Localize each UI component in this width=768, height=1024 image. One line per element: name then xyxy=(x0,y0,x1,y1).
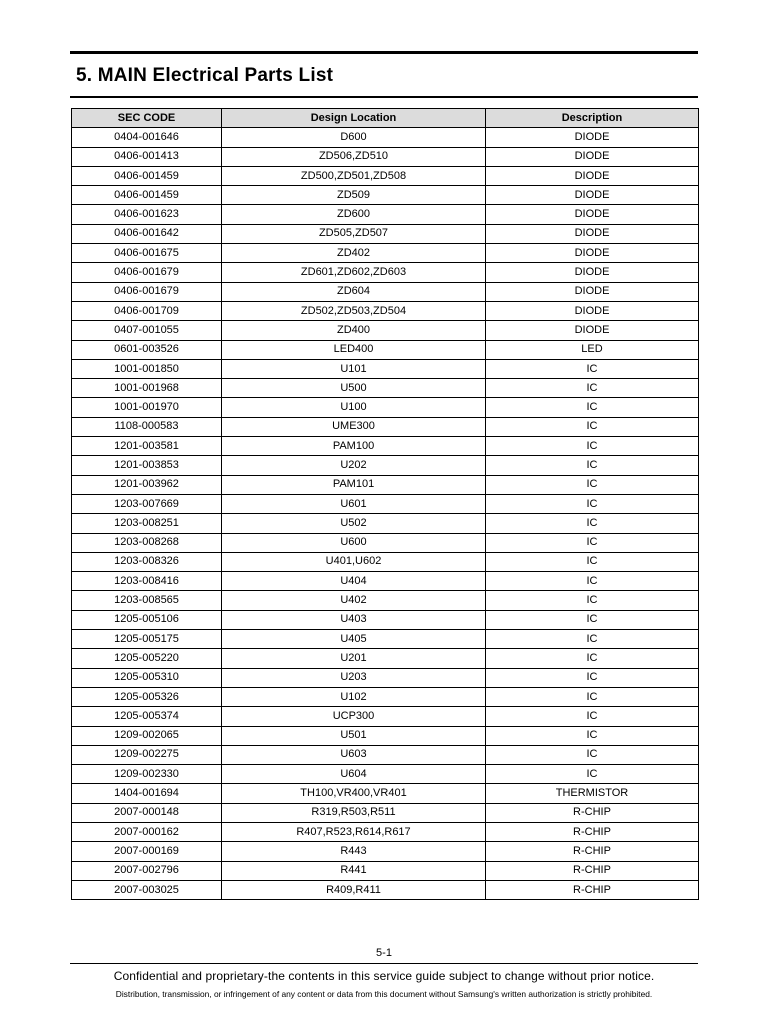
cell-description: DIODE xyxy=(486,166,699,185)
cell-sec-code: 2007-000148 xyxy=(72,803,222,822)
cell-description: IC xyxy=(486,359,699,378)
cell-description: IC xyxy=(486,591,699,610)
cell-description: IC xyxy=(486,610,699,629)
table-row xyxy=(72,707,699,726)
parts-table xyxy=(71,108,699,900)
parts-table-body xyxy=(72,128,699,900)
cell-description: R-CHIP xyxy=(486,822,699,841)
table-row xyxy=(72,494,699,513)
cell-description: IC xyxy=(486,379,699,398)
table-row xyxy=(72,224,699,243)
cell-design-location: R407,R523,R614,R617 xyxy=(222,822,486,841)
cell-description: DIODE xyxy=(486,263,699,282)
cell-sec-code: 1203-008565 xyxy=(72,591,222,610)
cell-description: DIODE xyxy=(486,147,699,166)
cell-description: IC xyxy=(486,726,699,745)
table-row xyxy=(72,880,699,899)
cell-sec-code: 0406-001679 xyxy=(72,263,222,282)
cell-sec-code: 1209-002275 xyxy=(72,745,222,764)
cell-sec-code: 1201-003853 xyxy=(72,456,222,475)
cell-design-location: ZD600 xyxy=(222,205,486,224)
cell-design-location: R319,R503,R511 xyxy=(222,803,486,822)
cell-design-location: R409,R411 xyxy=(222,880,486,899)
confidential-notice: Confidential and proprietary-the contents in this service guide subject to change without prior notice. xyxy=(113,969,655,983)
cell-design-location: U601 xyxy=(222,494,486,513)
table-row xyxy=(72,282,699,301)
cell-description: IC xyxy=(486,765,699,784)
cell-description: R-CHIP xyxy=(486,803,699,822)
cell-sec-code: 1209-002065 xyxy=(72,726,222,745)
cell-design-location: U402 xyxy=(222,591,486,610)
cell-description: IC xyxy=(486,417,699,436)
cell-design-location: TH100,VR400,VR401 xyxy=(222,784,486,803)
cell-sec-code: 1205-005374 xyxy=(72,707,222,726)
cell-sec-code: 1404-001694 xyxy=(72,784,222,803)
cell-sec-code: 2007-000169 xyxy=(72,842,222,861)
table-row xyxy=(72,784,699,803)
cell-sec-code: 1203-008326 xyxy=(72,552,222,571)
cell-sec-code: 1001-001970 xyxy=(72,398,222,417)
cell-sec-code: 1205-005175 xyxy=(72,630,222,649)
cell-description: R-CHIP xyxy=(486,842,699,861)
cell-description: IC xyxy=(486,649,699,668)
cell-design-location: U502 xyxy=(222,514,486,533)
page-title: 5. MAIN Electrical Parts List xyxy=(76,65,334,86)
table-row xyxy=(72,668,699,687)
table-row xyxy=(72,398,699,417)
cell-description: DIODE xyxy=(486,301,699,320)
cell-description: DIODE xyxy=(486,282,699,301)
table-row xyxy=(72,552,699,571)
cell-sec-code: 1203-007669 xyxy=(72,494,222,513)
cell-design-location: ZD402 xyxy=(222,244,486,263)
cell-sec-code: 2007-002796 xyxy=(72,861,222,880)
cell-sec-code: 0601-003526 xyxy=(72,340,222,359)
cell-sec-code: 1209-002330 xyxy=(72,765,222,784)
cell-description: LED xyxy=(486,340,699,359)
header-design-location: Design Location xyxy=(222,109,486,128)
cell-design-location: UCP300 xyxy=(222,707,486,726)
cell-sec-code: 1203-008268 xyxy=(72,533,222,552)
cell-sec-code: 1203-008251 xyxy=(72,514,222,533)
cell-design-location: UME300 xyxy=(222,417,486,436)
table-row xyxy=(72,533,699,552)
table-row xyxy=(72,572,699,591)
table-row xyxy=(72,745,699,764)
cell-design-location: U101 xyxy=(222,359,486,378)
cell-design-location: ZD505,ZD507 xyxy=(222,224,486,243)
cell-design-location: U102 xyxy=(222,687,486,706)
cell-design-location: PAM100 xyxy=(222,437,486,456)
cell-description: IC xyxy=(486,552,699,571)
cell-sec-code: 0406-001679 xyxy=(72,282,222,301)
legal-notice: Distribution, transmission, or infringement of any content or data from this document without Samsung's written authorization is strictly prohibited. xyxy=(115,989,653,999)
cell-design-location: U100 xyxy=(222,398,486,417)
table-row xyxy=(72,263,699,282)
table-row xyxy=(72,765,699,784)
header-description: Description xyxy=(486,109,699,128)
cell-description: IC xyxy=(486,630,699,649)
cell-sec-code: 1201-003962 xyxy=(72,475,222,494)
cell-description: IC xyxy=(486,533,699,552)
title-rule xyxy=(70,96,698,98)
table-row xyxy=(72,514,699,533)
cell-description: DIODE xyxy=(486,244,699,263)
cell-design-location: ZD509 xyxy=(222,186,486,205)
cell-design-location: U201 xyxy=(222,649,486,668)
cell-sec-code: 0404-001646 xyxy=(72,128,222,147)
table-row xyxy=(72,321,699,340)
cell-design-location: U203 xyxy=(222,668,486,687)
cell-sec-code: 2007-003025 xyxy=(72,880,222,899)
cell-sec-code: 1108-000583 xyxy=(72,417,222,436)
cell-sec-code: 1001-001850 xyxy=(72,359,222,378)
cell-sec-code: 0406-001413 xyxy=(72,147,222,166)
table-row xyxy=(72,842,699,861)
table-header-row xyxy=(72,109,699,128)
cell-sec-code: 0406-001459 xyxy=(72,166,222,185)
table-row xyxy=(72,610,699,629)
table-row xyxy=(72,301,699,320)
page-number: 5-1 xyxy=(376,947,392,959)
cell-design-location: PAM101 xyxy=(222,475,486,494)
cell-design-location: U405 xyxy=(222,630,486,649)
table-row xyxy=(72,205,699,224)
cell-design-location: ZD601,ZD602,ZD603 xyxy=(222,263,486,282)
table-row xyxy=(72,186,699,205)
cell-description: IC xyxy=(486,437,699,456)
cell-design-location: ZD500,ZD501,ZD508 xyxy=(222,166,486,185)
cell-description: IC xyxy=(486,668,699,687)
table-row xyxy=(72,147,699,166)
table-row xyxy=(72,244,699,263)
table-row xyxy=(72,822,699,841)
cell-description: IC xyxy=(486,398,699,417)
cell-sec-code: 1205-005310 xyxy=(72,668,222,687)
header-sec-code: SEC CODE xyxy=(72,109,222,128)
cell-sec-code: 1203-008416 xyxy=(72,572,222,591)
table-row xyxy=(72,456,699,475)
cell-sec-code: 1205-005106 xyxy=(72,610,222,629)
table-row xyxy=(72,591,699,610)
top-rule xyxy=(70,51,698,54)
cell-sec-code: 0406-001675 xyxy=(72,244,222,263)
cell-sec-code: 2007-000162 xyxy=(72,822,222,841)
cell-sec-code: 1205-005220 xyxy=(72,649,222,668)
table-row xyxy=(72,128,699,147)
cell-description: DIODE xyxy=(486,224,699,243)
cell-description: R-CHIP xyxy=(486,861,699,880)
table-row xyxy=(72,649,699,668)
cell-sec-code: 0407-001055 xyxy=(72,321,222,340)
cell-design-location: U500 xyxy=(222,379,486,398)
table-row xyxy=(72,803,699,822)
table-row xyxy=(72,437,699,456)
cell-description: IC xyxy=(486,456,699,475)
cell-description: IC xyxy=(486,494,699,513)
cell-description: THERMISTOR xyxy=(486,784,699,803)
table-row xyxy=(72,630,699,649)
cell-description: DIODE xyxy=(486,205,699,224)
table-row xyxy=(72,166,699,185)
cell-description: DIODE xyxy=(486,321,699,340)
table-row xyxy=(72,475,699,494)
cell-design-location: ZD604 xyxy=(222,282,486,301)
cell-design-location: U403 xyxy=(222,610,486,629)
cell-design-location: U404 xyxy=(222,572,486,591)
cell-design-location: U603 xyxy=(222,745,486,764)
table-row xyxy=(72,861,699,880)
cell-description: IC xyxy=(486,687,699,706)
table-row xyxy=(72,340,699,359)
cell-sec-code: 0406-001709 xyxy=(72,301,222,320)
table-row xyxy=(72,379,699,398)
cell-description: DIODE xyxy=(486,186,699,205)
cell-design-location: U501 xyxy=(222,726,486,745)
cell-design-location: D600 xyxy=(222,128,486,147)
cell-design-location: U401,U602 xyxy=(222,552,486,571)
cell-design-location: U604 xyxy=(222,765,486,784)
cell-design-location: R443 xyxy=(222,842,486,861)
table-row xyxy=(72,687,699,706)
cell-sec-code: 1205-005326 xyxy=(72,687,222,706)
cell-design-location: LED400 xyxy=(222,340,486,359)
footer-rule xyxy=(70,963,698,964)
cell-design-location: R441 xyxy=(222,861,486,880)
cell-design-location: U202 xyxy=(222,456,486,475)
cell-sec-code: 1001-001968 xyxy=(72,379,222,398)
table-row xyxy=(72,726,699,745)
cell-sec-code: 1201-003581 xyxy=(72,437,222,456)
cell-design-location: U600 xyxy=(222,533,486,552)
cell-design-location: ZD502,ZD503,ZD504 xyxy=(222,301,486,320)
cell-description: DIODE xyxy=(486,128,699,147)
cell-design-location: ZD400 xyxy=(222,321,486,340)
cell-description: R-CHIP xyxy=(486,880,699,899)
table-row xyxy=(72,417,699,436)
cell-description: IC xyxy=(486,572,699,591)
cell-description: IC xyxy=(486,475,699,494)
cell-description: IC xyxy=(486,707,699,726)
cell-sec-code: 0406-001623 xyxy=(72,205,222,224)
cell-sec-code: 0406-001642 xyxy=(72,224,222,243)
cell-description: IC xyxy=(486,514,699,533)
table-row xyxy=(72,359,699,378)
cell-description: IC xyxy=(486,745,699,764)
cell-sec-code: 0406-001459 xyxy=(72,186,222,205)
cell-design-location: ZD506,ZD510 xyxy=(222,147,486,166)
